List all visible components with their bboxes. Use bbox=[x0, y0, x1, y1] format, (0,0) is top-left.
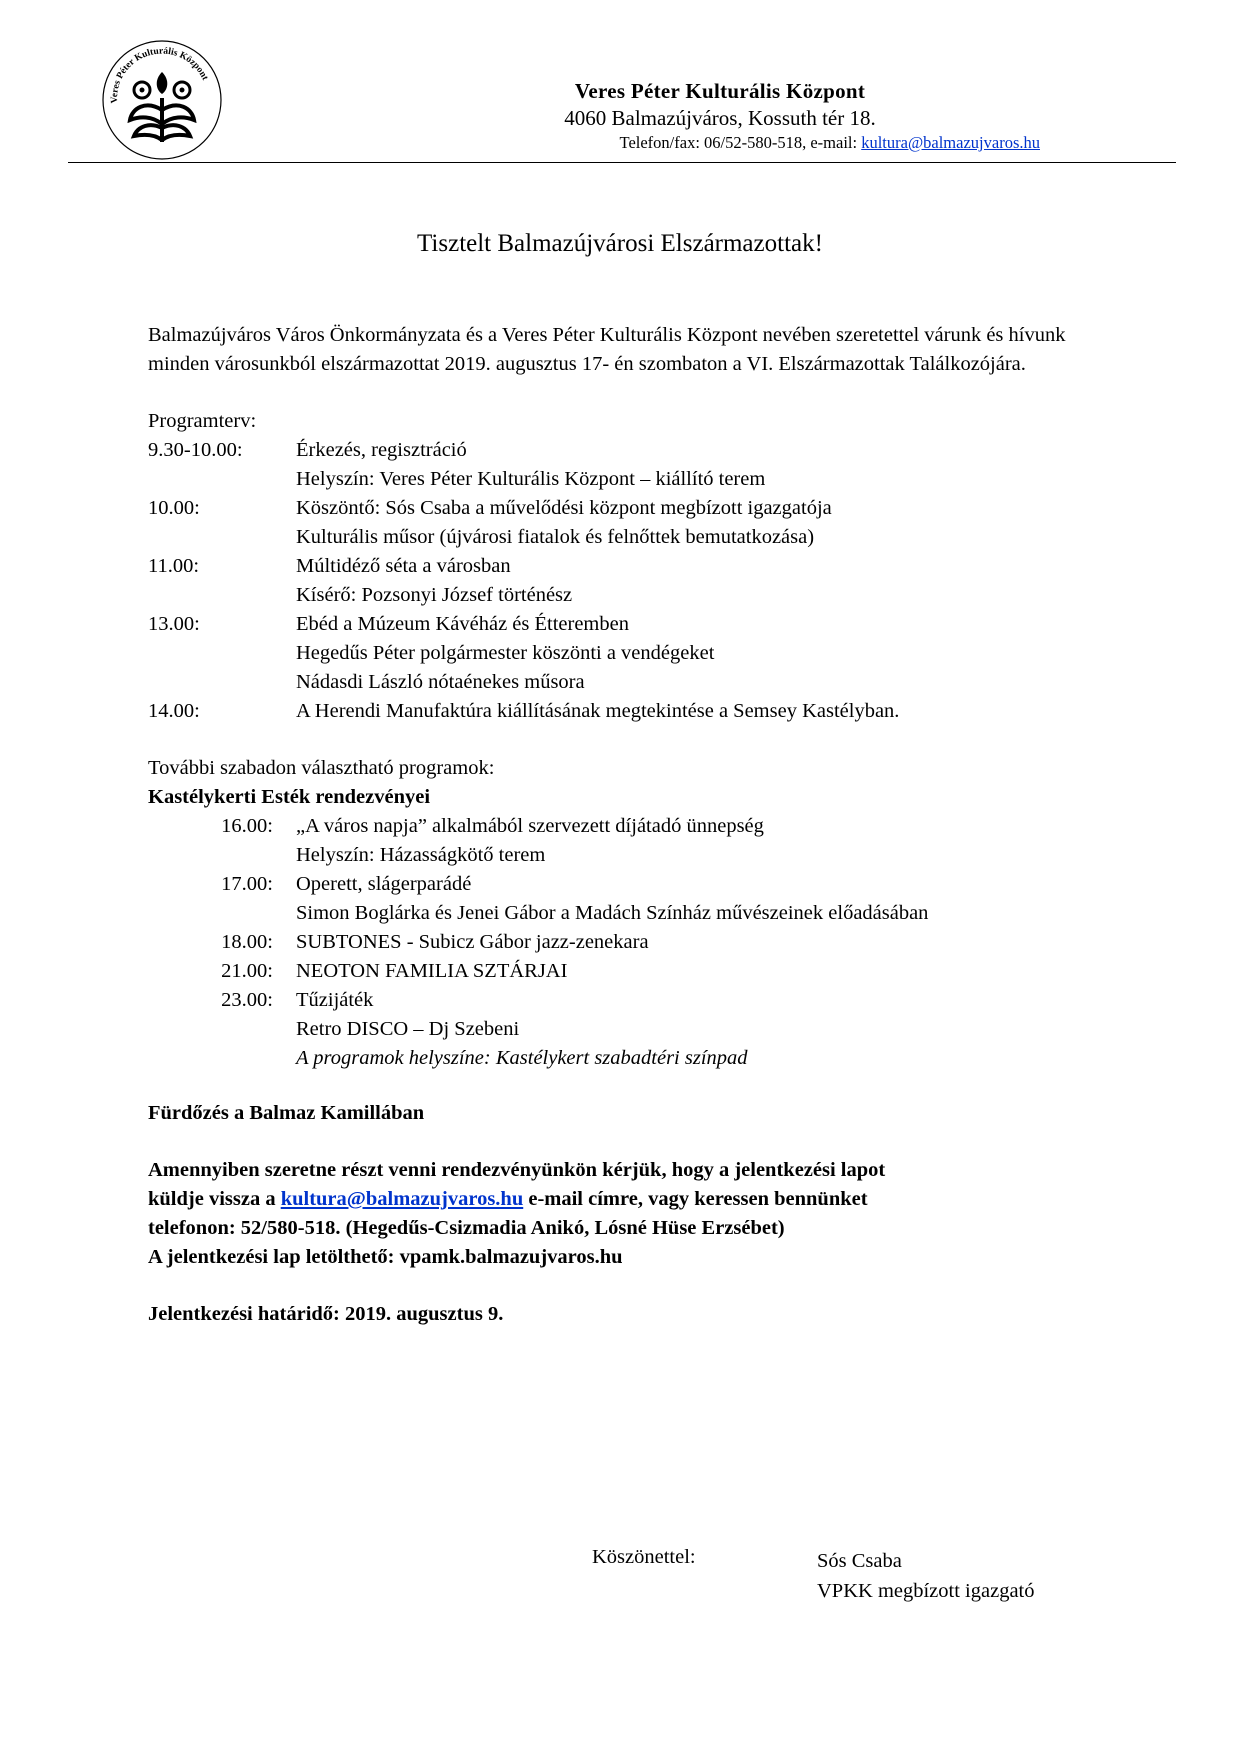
extra-time: 16.00: bbox=[221, 815, 273, 837]
extra-venue-row bbox=[148, 1044, 1108, 1073]
program-time bbox=[148, 465, 296, 494]
extra-row bbox=[148, 812, 1108, 841]
extra-row bbox=[148, 841, 1108, 870]
program-desc: Ebéd a Múzeum Kávéház és Étteremben bbox=[296, 613, 629, 635]
program-time bbox=[148, 581, 296, 610]
program-desc: Hegedűs Péter polgármester köszönti a vendégeket bbox=[296, 642, 715, 664]
registration-line: telefonon: 52/580-518. (Hegedűs-Csizmadia Anikó, Lósné Hüse Erzsébet) bbox=[148, 1217, 785, 1239]
program-row bbox=[148, 668, 1108, 697]
signer-role: VPKK megbízott igazgató bbox=[817, 1580, 1035, 1602]
program-row bbox=[148, 436, 1108, 465]
program-row bbox=[148, 610, 1108, 639]
header-divider bbox=[68, 162, 1176, 163]
registration-email-link[interactable]: kultura@balmazujvaros.hu bbox=[280, 1188, 524, 1210]
extra-time: 23.00: bbox=[221, 989, 273, 1011]
extra-time: 21.00: bbox=[221, 960, 273, 982]
registration-info bbox=[148, 1156, 1108, 1272]
program-row bbox=[148, 639, 1108, 668]
program-desc: A Herendi Manufaktúra kiállításának megtekintése a Semsey Kastélyban. bbox=[296, 700, 900, 722]
program-time: 10.00: bbox=[148, 497, 200, 519]
extra-subheading: Kastélykerti Esték rendezvényei bbox=[148, 786, 431, 808]
program-row bbox=[148, 697, 1108, 726]
organization-name: Veres Péter Kulturális Központ bbox=[574, 79, 866, 103]
program-desc: Múltidéző séta a városban bbox=[296, 555, 511, 577]
extra-desc: Helyszín: Házasságkötő terem bbox=[296, 844, 546, 866]
program-row bbox=[148, 494, 1108, 523]
extra-row bbox=[148, 928, 1108, 957]
extra-heading: További szabadon választható programok: bbox=[148, 757, 495, 779]
registration-line: Amennyiben szeretne részt venni rendezvényünkön kérjük, hogy a jelentkezési lapot bbox=[148, 1159, 886, 1181]
extra-desc: SUBTONES - Subicz Gábor jazz-zenekara bbox=[296, 931, 649, 953]
extra-program-list bbox=[148, 812, 1108, 1073]
program-row bbox=[148, 523, 1108, 552]
extra-time bbox=[148, 1015, 296, 1044]
extra-desc: Operett, slágerparádé bbox=[296, 873, 472, 895]
program-desc: Kulturális műsor (újvárosi fiatalok és felnőttek bemutatkozása) bbox=[296, 526, 815, 548]
program-time bbox=[148, 639, 296, 668]
logo-ring-text: Veres Péter Kulturális Központ bbox=[109, 46, 210, 104]
header-email-link[interactable]: kultura@balmazujvaros.hu bbox=[861, 133, 1040, 152]
program-time: 14.00: bbox=[148, 700, 200, 722]
extra-desc: Tűzijáték bbox=[296, 989, 374, 1011]
letter-title: Tisztelt Balmazújvárosi Elszármazottak! bbox=[417, 230, 823, 257]
closing-thanks: Köszönettel: bbox=[592, 1546, 696, 1568]
program-desc: Helyszín: Veres Péter Kulturális Központ – kiállító terem bbox=[296, 468, 766, 490]
bath-program: Fürdőzés a Balmaz Kamillában bbox=[148, 1102, 425, 1124]
program-time: 13.00: bbox=[148, 613, 200, 635]
extra-desc: „A város napja” alkalmából szervezett díjátadó ünnepség bbox=[296, 815, 764, 837]
program-time bbox=[148, 668, 296, 697]
program-list bbox=[148, 436, 1108, 726]
extra-row bbox=[148, 957, 1108, 986]
extra-desc: Retro DISCO – Dj Szebeni bbox=[296, 1018, 520, 1040]
organization-contact bbox=[440, 133, 1040, 153]
letterhead bbox=[440, 78, 1000, 132]
program-desc: Érkezés, regisztráció bbox=[296, 439, 467, 461]
program-row bbox=[148, 465, 1108, 494]
extra-desc: Simon Boglárka és Jenei Gábor a Madách Színház művészeinek előadásában bbox=[296, 902, 929, 924]
program-desc: Kísérő: Pozsonyi József történész bbox=[296, 584, 573, 606]
program-row bbox=[148, 552, 1108, 581]
registration-download: A jelentkezési lap letölthető: vpamk.balmazujvaros.hu bbox=[148, 1246, 623, 1268]
extra-row bbox=[148, 870, 1108, 899]
extra-time bbox=[148, 841, 296, 870]
extra-row bbox=[148, 1015, 1108, 1044]
extra-time: 17.00: bbox=[221, 873, 273, 895]
signer-name: Sós Csaba bbox=[817, 1550, 902, 1572]
intro-paragraph: Balmazújváros Város Önkormányzata és a Veres Péter Kulturális Központ nevében szeretettel várunk és hívunk minden városunkból elszármazottat 2019. augusztus 17- én szombaton a VI. Elszármazottak Találkozójára. bbox=[148, 324, 1066, 375]
program-heading: Programterv: bbox=[148, 410, 257, 432]
extra-row bbox=[148, 986, 1108, 1015]
program-time: 9.30-10.00: bbox=[148, 439, 243, 461]
registration-deadline: Jelentkezési határidő: 2019. augusztus 9. bbox=[148, 1303, 504, 1325]
contact-text: Telefon/fax: 06/52-580-518, e-mail: bbox=[619, 133, 862, 152]
letter-body bbox=[148, 321, 1108, 1329]
organization-address: 4060 Balmazújváros, Kossuth tér 18. bbox=[564, 106, 876, 130]
extra-desc: NEOTON FAMILIA SZTÁRJAI bbox=[296, 960, 568, 982]
extra-time bbox=[148, 899, 296, 928]
program-desc: Köszöntő: Sós Csaba a művelődési központ megbízott igazgatója bbox=[296, 497, 832, 519]
extra-row bbox=[148, 899, 1108, 928]
registration-line: küldje vissza a kultura@balmazujvaros.hu e-mail címre, vagy keressen bennünket bbox=[148, 1188, 868, 1210]
signature-block bbox=[817, 1546, 1034, 1606]
program-time: 11.00: bbox=[148, 555, 200, 577]
organization-logo bbox=[100, 38, 224, 162]
extra-venue-note: A programok helyszíne: Kastélykert szabadtéri színpad bbox=[296, 1047, 748, 1069]
program-desc: Nádasdi László nótaénekes műsora bbox=[296, 671, 585, 693]
program-row bbox=[148, 581, 1108, 610]
extra-time: 18.00: bbox=[221, 931, 273, 953]
program-time bbox=[148, 523, 296, 552]
